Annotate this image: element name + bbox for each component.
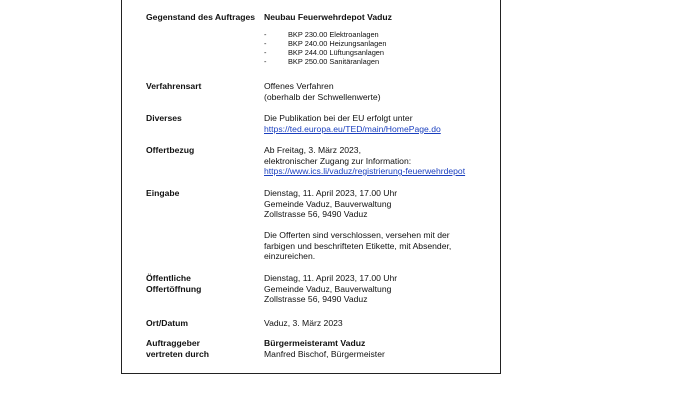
list-item: - BKP 244.00 Lüftungsanlagen [264, 47, 385, 57]
list-item: - BKP 230.00 Elektroanlagen [264, 29, 379, 39]
oeffnung-office: Gemeinde Vaduz, Bauverwaltung [264, 283, 392, 294]
offertbezug-date: Ab Freitag, 3. März 2023, [264, 145, 361, 155]
value-ort-datum: Vaduz, 3. März 2023 [264, 318, 343, 328]
registration-link[interactable]: https://www.ics.li/vaduz/registrierung-feuerwehrdepot [264, 166, 466, 176]
label-line: vertreten durch [146, 348, 210, 359]
project-title: Neubau Feuerwehrdepot Vaduz [264, 12, 392, 22]
value-offertbezug [264, 145, 494, 177]
eingabe-note: Die Offerten sind verschlossen, versehen mit der [264, 230, 450, 240]
eingabe-note: farbigen und beschrifteten Etikette, mit Absender, [264, 240, 452, 251]
bkp-list [264, 30, 494, 66]
label-ort-datum: Ort/Datum [146, 318, 189, 328]
eingabe-address: Zollstrasse 56, 9490 Vaduz [264, 209, 368, 219]
verfahrensart-line: Offenes Verfahren [264, 81, 334, 91]
label-line: Auftraggeber [146, 338, 200, 348]
verfahrensart-note: (oberhalb der Schwellenwerte) [264, 91, 381, 102]
label-verfahrensart: Verfahrensart [146, 81, 202, 91]
value-diverses [264, 113, 494, 134]
label-offertoeffnung [146, 273, 258, 294]
value-gegenstand [264, 12, 494, 66]
label-line: Öffentliche [146, 273, 191, 283]
list-item: - BKP 250.00 Sanitäranlagen [264, 56, 380, 66]
eingabe-date: Dienstag, 11. April 2023, 17.00 Uhr [264, 188, 398, 198]
auftraggeber-org: Bürgermeisteramt Vaduz [264, 338, 366, 348]
label-auftraggeber [146, 338, 258, 359]
auftraggeber-person: Manfred Bischof, Bürgermeister [264, 348, 385, 359]
value-eingabe [264, 188, 494, 262]
value-offertoeffnung [264, 273, 494, 305]
value-auftraggeber [264, 338, 494, 359]
oeffnung-date: Dienstag, 11. April 2023, 17.00 Uhr [264, 273, 398, 283]
label-gegenstand: Gegenstand des Auftrages [146, 12, 256, 22]
eingabe-note: einzureichen. [264, 251, 316, 261]
value-verfahrensart [264, 81, 494, 102]
label-offertbezug: Offertbezug [146, 145, 195, 155]
label-diverses: Diverses [146, 113, 182, 123]
diverses-text: Die Publikation bei der EU erfolgt unter [264, 113, 413, 123]
offertbezug-info: elektronischer Zugang zur Information: [264, 155, 412, 166]
ted-link[interactable]: https://ted.europa.eu/TED/main/HomePage.do [264, 123, 441, 134]
label-eingabe: Eingabe [146, 188, 180, 198]
label-line: Offertöffnung [146, 283, 202, 294]
document-frame [121, 0, 501, 374]
eingabe-office: Gemeinde Vaduz, Bauverwaltung [264, 198, 392, 209]
list-item: - BKP 240.00 Heizungsanlagen [264, 38, 387, 48]
oeffnung-address: Zollstrasse 56, 9490 Vaduz [264, 294, 368, 304]
